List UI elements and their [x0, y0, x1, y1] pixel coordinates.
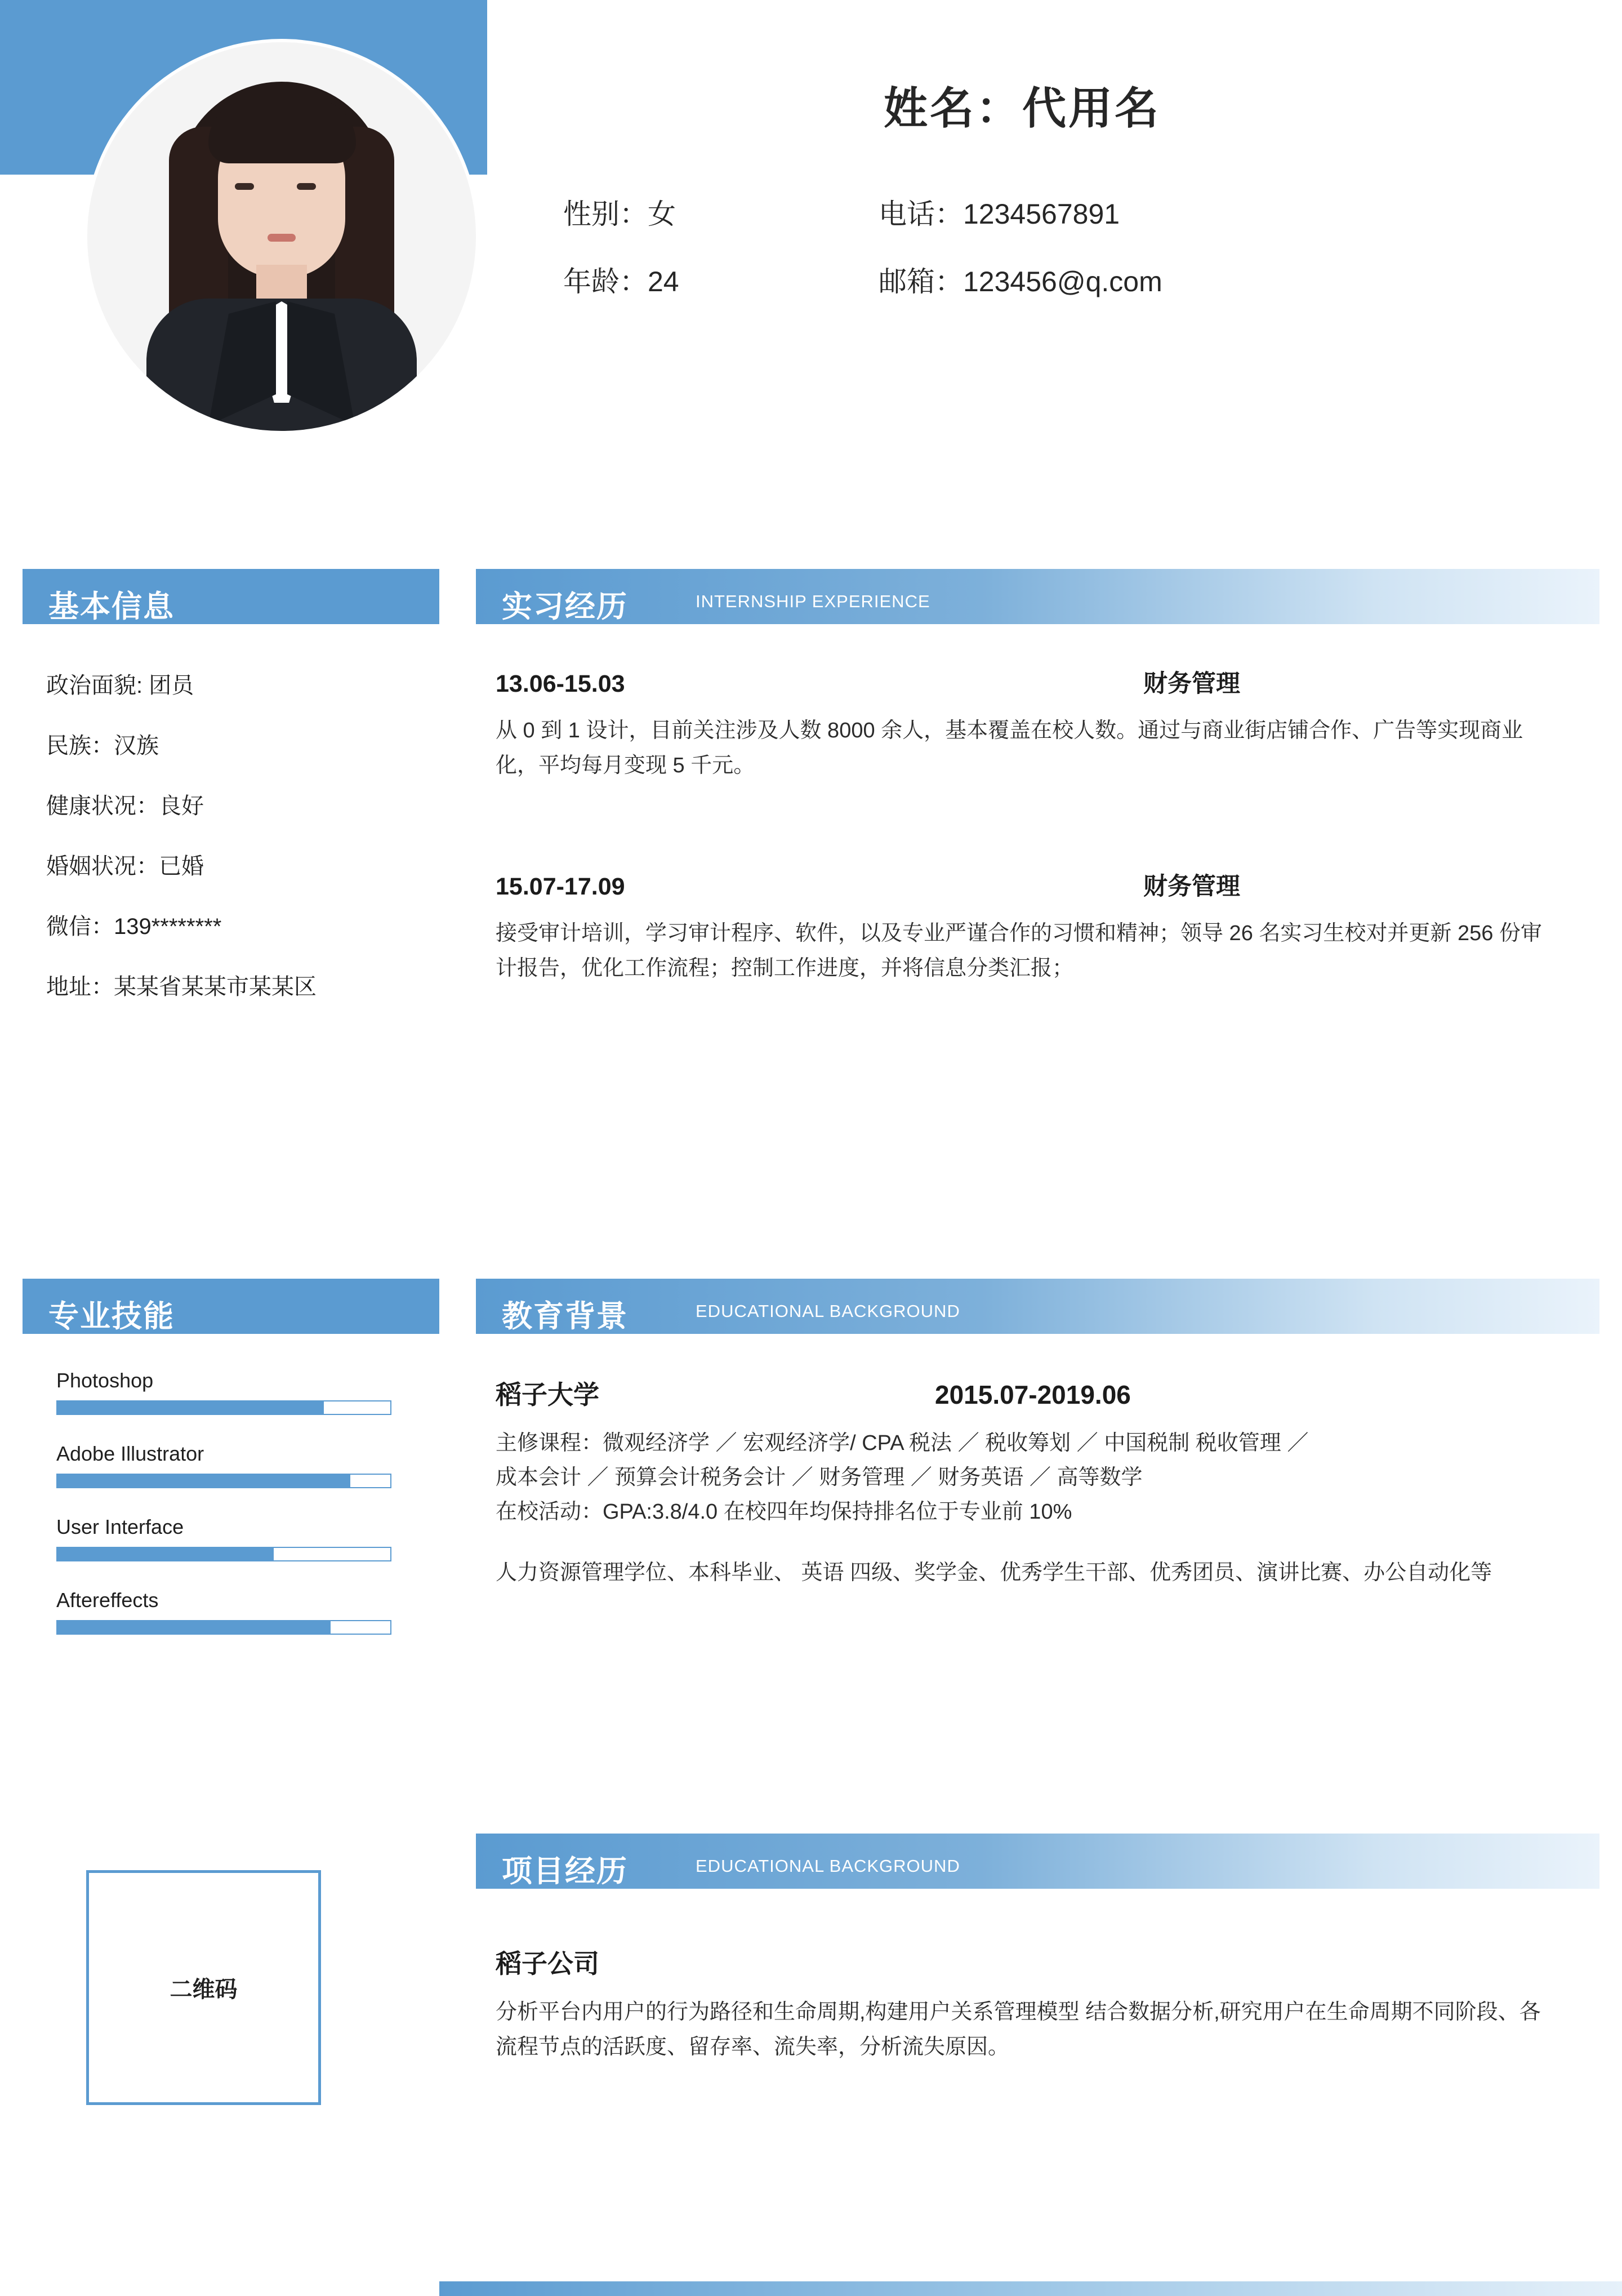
section-subtitle-internship: INTERNSHIP EXPERIENCE: [696, 591, 930, 611]
skill-progress-track: [56, 1620, 391, 1635]
skill-item: [56, 1442, 400, 1488]
skill-progress-fill: [57, 1548, 274, 1560]
section-header-basic-info: [23, 569, 439, 624]
section-title-basic-info: 基本信息: [48, 590, 175, 624]
list-item: 婚姻状况：已婚: [46, 854, 204, 879]
contact-row: [563, 192, 1577, 232]
skill-item: [56, 1515, 400, 1561]
internship-role: 财务管理: [1143, 873, 1240, 900]
section-header-project: [476, 1834, 1599, 1889]
gender-label: 性别：女: [563, 198, 676, 230]
portrait-eye-right: [297, 183, 316, 190]
section-title-education: 教育背景: [502, 1300, 628, 1333]
qr-code-placeholder: [86, 1870, 321, 2105]
section-subtitle-education: EDUCATIONAL BACKGROUND: [696, 1301, 960, 1321]
list-item: 民族：汉族: [46, 733, 159, 758]
page-title: 姓名：代用名: [883, 83, 1161, 133]
skill-progress-fill: [57, 1621, 331, 1634]
portrait-bangs: [208, 99, 356, 163]
skill-label: Aftereffects: [56, 1588, 159, 1612]
skill-label: Adobe Illustrator: [56, 1442, 204, 1465]
avatar: [87, 42, 476, 431]
portrait-mouth: [268, 234, 296, 242]
skill-progress-fill: [57, 1475, 350, 1487]
section-title-internship: 实习经历: [502, 590, 628, 624]
internship-description: 从 0 到 1 设计，目前关注涉及人数 8000 余人，基本覆盖在校人数。通过与商业街店铺合作、广告等实现商业化，平均每月变现 5 千元。: [496, 719, 1523, 777]
internship-entry: [496, 867, 1543, 986]
contact-fields: [563, 192, 1577, 327]
internship-entry: [496, 665, 1543, 783]
internship-date: 13.06-15.03: [496, 670, 625, 697]
internship-description: 接受审计培训，学习审计程序、软件，以及专业严谨合作的习惯和精神；领导 26 名实习生校对并更新 256 份审计报告，优化工作流程；控制工作进度，并将信息分类汇报；: [496, 922, 1542, 980]
section-title-project: 项目经历: [502, 1854, 628, 1888]
contact-row: [563, 259, 1577, 300]
list-item: 微信：139********: [46, 914, 222, 939]
section-header-skills: [23, 1279, 439, 1334]
project-description: 分析平台内用户的行为路径和生命周期,构建用户关系管理模型 结合数据分析,研究用户在生命周期不同阶段、各流程节点的活跃度、留存率、流失率，分析流失原因。: [496, 2000, 1541, 2059]
internship-date: 15.07-17.09: [496, 873, 625, 900]
email-label: 邮箱：123456@q.com: [879, 266, 1162, 297]
list-item: 地址：某某省某某市某某区: [46, 975, 317, 999]
project-company: 稻子公司: [496, 1949, 599, 1978]
basic-info-list: [46, 668, 463, 1029]
skill-item: [56, 1369, 400, 1415]
phone-label: 电话：1234567891: [879, 198, 1120, 230]
education-heading: [496, 1374, 1543, 1412]
section-header-internship: [476, 569, 1599, 624]
section-subtitle-project: EDUCATIONAL BACKGROUND: [696, 1856, 960, 1876]
education-courses-line: 成本会计 ／ 预算会计税务会计 ／ 财务管理 ／ 财务英语 ／ 高等数学: [496, 1465, 1143, 1489]
section-title-skills: 专业技能: [48, 1300, 175, 1333]
education-entry: [496, 1374, 1543, 1591]
skill-progress-track: [56, 1474, 391, 1488]
skill-progress-track: [56, 1547, 391, 1561]
skill-label: Photoshop: [56, 1369, 154, 1392]
age-label: 年龄：24: [563, 266, 679, 297]
education-date: 2015.07-2019.06: [935, 1380, 1131, 1409]
education-extra: 人力资源管理学位、本科毕业、 英语 四级、奖学金、优秀学生干部、优秀团员、演讲比赛、办公自动化等: [496, 1561, 1492, 1585]
list-item: 政治面貌: 团员: [46, 673, 194, 698]
qr-code-label: 二维码: [170, 1977, 238, 2002]
list-item: 健康状况：良好: [46, 794, 204, 818]
skill-item: [56, 1588, 400, 1635]
education-activity-line: 在校活动：GPA:3.8/4.0 在校四年均保持排名位于专业前 10%: [496, 1499, 1072, 1524]
skill-progress-track: [56, 1400, 391, 1415]
education-courses-line: 主修课程：微观经济学 ／ 宏观经济学/ CPA 税法 ／ 税收筹划 ／ 中国税制 税收管理 ／: [496, 1431, 1309, 1455]
internship-role: 财务管理: [1143, 670, 1240, 697]
section-header-education: [476, 1279, 1599, 1334]
skill-label: User Interface: [56, 1515, 184, 1538]
skills-list: [56, 1369, 400, 1662]
internship-heading: [496, 867, 1543, 902]
portrait-eye-left: [235, 183, 254, 190]
skill-progress-fill: [57, 1401, 324, 1414]
footer-accent-bar: [439, 2281, 1622, 2296]
project-entry: [496, 1943, 1543, 2064]
education-school: 稻子大学: [496, 1380, 599, 1409]
internship-heading: [496, 665, 1543, 699]
